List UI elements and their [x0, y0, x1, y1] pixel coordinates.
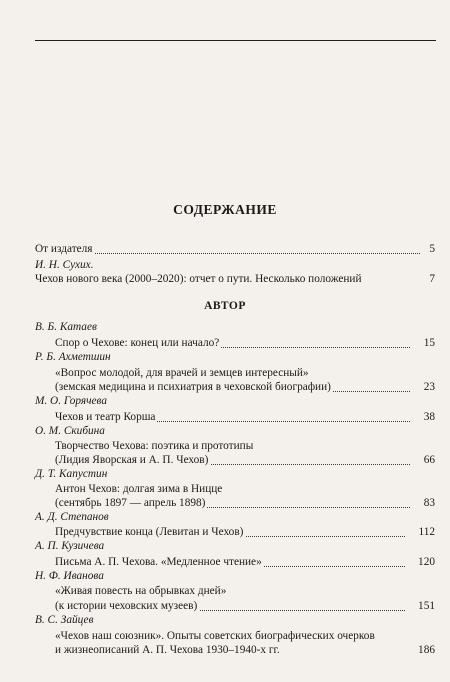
- toc-author: Р. Б. Ахметшин: [35, 351, 111, 363]
- toc-title: и жизнеописаний А. П. Чехова 1930–1940-х гг.: [55, 644, 280, 656]
- section-heading: АВТОР: [204, 300, 246, 312]
- toc-page-number: 38: [421, 410, 435, 424]
- toc-title: (сентябрь 1897 — апрель 1898): [55, 497, 206, 509]
- toc-entry: [35, 555, 435, 569]
- toc-title: (земская медицина и психиатрия в чеховской биографии): [55, 381, 331, 393]
- contents-heading: СОДЕРЖАНИЕ: [173, 202, 277, 217]
- toc-author: И. Н. Сухих.: [35, 259, 94, 271]
- toc-title: Предчувствие конца (Левитан и Чехов): [55, 526, 244, 538]
- toc-title: Чехов и театр Корша: [55, 411, 156, 423]
- toc-entry: [35, 496, 435, 510]
- toc-author: Д. Т. Капустин: [35, 468, 108, 480]
- toc-title: (Лидия Яворская и А. П. Чехов): [55, 454, 209, 466]
- toc-page-number: 15: [421, 336, 435, 350]
- toc-title: «Вопрос молодой, для врачей и земцев интересный»: [55, 367, 309, 379]
- toc-entry: [35, 453, 435, 467]
- toc-title: Антон Чехов: долгая зима в Ницце: [55, 483, 223, 495]
- toc-entry: [35, 599, 435, 613]
- toc-entry: [35, 525, 435, 539]
- toc-title: «Живая повесть на обрывках дней»: [55, 585, 227, 597]
- toc-title: «Чехов наш союзник». Опыты советских биографических очерков: [55, 630, 375, 642]
- toc-page-number: 120: [415, 555, 435, 569]
- toc-title: От издателя: [35, 243, 93, 255]
- toc-page-number: 83: [421, 496, 435, 510]
- toc-entry: [35, 643, 435, 657]
- toc-author: О. М. Скибина: [35, 425, 105, 437]
- toc-entry: [35, 410, 435, 424]
- toc-page-number: 66: [421, 453, 435, 467]
- toc-title: Спор о Чехове: конец или начало?: [55, 337, 220, 349]
- toc-author: А. Д. Степанов: [35, 511, 109, 523]
- toc-author: Н. Ф. Иванова: [35, 570, 104, 582]
- toc-title: (к истории чеховских музеев): [55, 600, 198, 612]
- toc-line-publisher: [35, 242, 435, 256]
- toc-author: В. Б. Катаев: [35, 321, 97, 333]
- top-rule: [35, 40, 436, 41]
- toc-page-number: 186: [415, 643, 435, 657]
- toc-page-number: 151: [415, 599, 435, 613]
- toc-title: Творчество Чехова: поэтика и прототипы: [55, 440, 254, 452]
- toc-entry: [35, 380, 435, 394]
- toc-page-number: 112: [415, 525, 435, 539]
- toc-page-number: 5: [426, 242, 435, 256]
- toc-entry: [35, 336, 435, 350]
- toc-page-number: 7: [426, 272, 435, 286]
- toc-author: А. П. Кузичева: [35, 540, 105, 552]
- toc-title: Чехов нового века (2000–2020): отчет о пути. Несколько положений: [35, 273, 362, 285]
- toc-page-number: 23: [421, 380, 435, 394]
- toc-author: М. О. Горячева: [35, 395, 107, 407]
- toc-title: Письма А. П. Чехова. «Медленное чтение»: [55, 556, 262, 568]
- toc-line-sukhikh: [35, 272, 435, 286]
- toc-author: В. С. Зайцев: [35, 614, 94, 626]
